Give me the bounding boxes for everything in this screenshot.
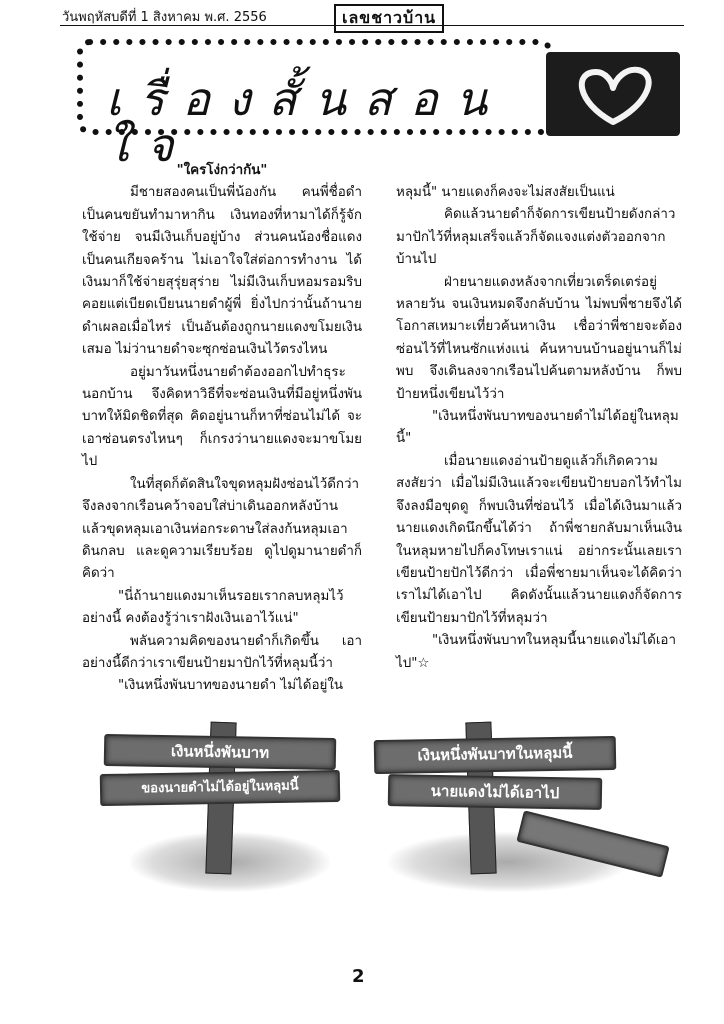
publication-title: เลขชาวบ้าน bbox=[334, 4, 444, 33]
story-paragraph: อยู่มาวันหนึ่งนายดำต้องออกไปทำธุระนอกบ้าน จึงคิดหาวิธีที่จะซ่อนเงินที่มีอยู่หนึ่งพันบาทให้มิดชิดที่สุด คิดอยู่นานก็หาที่ซ่อนไม่ได้ จะเอาซ่อนตรงไหนๆ ก็เกรงว่านายแดงจะมาขโมยไป bbox=[82, 364, 362, 470]
story-quote: "เงินหนึ่งพันบาทของนายดำไม่ได้อยู่ในหลุมนี้" bbox=[396, 409, 679, 447]
story-paragraph: ฝ่ายนายแดงหลังจากเที่ยวเตร็ดเตร่อยู่หลายวัน จนเงินหมดจึงกลับบ้าน ไม่พบพี่ชายจึงได้โอกาสเหมาะเที่ยวค้นหาเงิน เชื่อว่าพี่ชายจะต้องซ่อนไว้ที่ไหนซักแห่งแน่ ค้นหาบนบ้านอยู่นานก็ไม่พบ จึงเดินลงจากเรือนไปค้นตามหลังบ้าน ก็พบป้ายหนึ่งเขียนไว้ว่า bbox=[396, 274, 682, 402]
story-paragraph: มีชายสองคนเป็นพี่น้องกัน คนพี่ชื่อดำ เป็นคนขยันทำมาหากิน เงินทองที่หามาได้ก็รู้จักใช้จ่าย จนมีเงินเก็บอยู่บ้าง ส่วนคนน้องชื่อแดงเป็นคนเกียจคร้าน ไม่เอาใจใส่ต่อการทำงาน ได้เงินมาก็ใช้จ่ายสุรุ่ยสุร่าย ไม่มีเงินเก็บหอมรอมริบ คอยแต่เบียดเบียนนายดำผู้พี่ ยิ่งไปกว่านั้นถ้านายดำเผลอเมื่อไหร่ เป็นอันต้องถูกนายแดงขโมยเงินเสมอ ไม่ว่านายดำจะซุกซ่อนเงินไว้ตรงไหน bbox=[82, 185, 362, 358]
story-paragraph: พลันความคิดของนายดำก็เกิดขึ้น เอาอย่างนี้ดีกว่าเราเขียนป้ายมาปักไว้ที่หลุมนี้ว่า bbox=[82, 633, 362, 671]
story-quote: "เงินหนึ่งพันบาทของนายดำ ไม่ได้อยู่ใน bbox=[118, 678, 344, 694]
sign-board-top: เงินหนึ่งพันบาทในหลุมนี้ bbox=[374, 736, 617, 774]
sign-board-bottom: นายแดงไม่ได้เอาไป bbox=[388, 774, 603, 810]
story-paragraph: เมื่อนายแดงอ่านป้ายดูแล้วก็เกิดความสงสัยว่า เมื่อไม่มีเงินแล้วจะเขียนป้ายบอกไว้ทำไม จึงลงมือขุดดู ก็พบเงินที่ซ่อนไว้ เมื่อได้เงินมาแล้วนายแดงเกิดนึกขึ้นได้ว่า ถ้าพี่ชายกลับมาเห็นเงินในหลุมหายไปก็คงโทษเราแน่ อย่ากระนั้นเลยเราเขียนป้ายปักไว้ดีกว่า เมื่อพี่ชายมาเห็นจะได้คิดว่าเราไม่ได้เอาไป คิดดังนั้นแล้วนายแดงก็จัดการเขียนป้ายมาปักไว้ที่หลุมว่า bbox=[396, 453, 682, 626]
story-title: "ใครโง่กว่ากัน" bbox=[176, 163, 268, 178]
sign-board-bottom: ของนายดำไม่ได้อยู่ในหลุมนี้ bbox=[100, 770, 341, 806]
sign-illustration-right bbox=[368, 722, 668, 892]
story-paragraph: หลุมนี้" นายแดงก็คงจะไม่สงสัยเป็นแน่ bbox=[396, 185, 615, 200]
story-paragraph: ในที่สุดก็ตัดสินใจขุดหลุมฝังซ่อนไว้ดีกว่า จึงลงจากเรือนคว้าจอบใส่บ่าเดินออกหลังบ้านแล้วขุดหลุมเอาเงินห่อกระดาษใส่ลงก้นหลุมเอาดินกลบ และดูความเรียบร้อย ดูไปดูมานายดำก็คิดว่า bbox=[82, 476, 362, 582]
sign-board-top: เงินหนึ่งพันบาท bbox=[104, 734, 337, 770]
page-number: 2 bbox=[352, 966, 365, 987]
header-divider bbox=[60, 25, 684, 26]
column-title: เรื่องสั้นสอนใจ bbox=[106, 72, 506, 172]
story-paragraph: คิดแล้วนายดำก็จัดการเขียนป้ายดังกล่าวมาปักไว้ที่หลุมเสร็จแล้วก็จัดแจงแต่งตัวออกจากบ้านไป bbox=[396, 207, 676, 268]
story-column-right bbox=[396, 182, 682, 675]
story-quote: "เงินหนึ่งพันบาทในหลุมนี้นายแดงไม่ได้เอาไป"☆ bbox=[396, 633, 676, 671]
heart-icon bbox=[546, 52, 680, 136]
issue-date: วันพฤหัสบดีที่ 1 สิงหาคม พ.ศ. 2556 bbox=[62, 10, 267, 25]
story-column-left bbox=[82, 160, 362, 698]
heart-picture bbox=[546, 52, 680, 136]
story-quote: "นี่ถ้านายแดงมาเห็นรอยเรากลบหลุมไว้อย่างนี้ คงต้องรู้ว่าเราฝังเงินเอาไว้แน่" bbox=[82, 588, 344, 627]
sign-illustration-left bbox=[100, 722, 350, 892]
